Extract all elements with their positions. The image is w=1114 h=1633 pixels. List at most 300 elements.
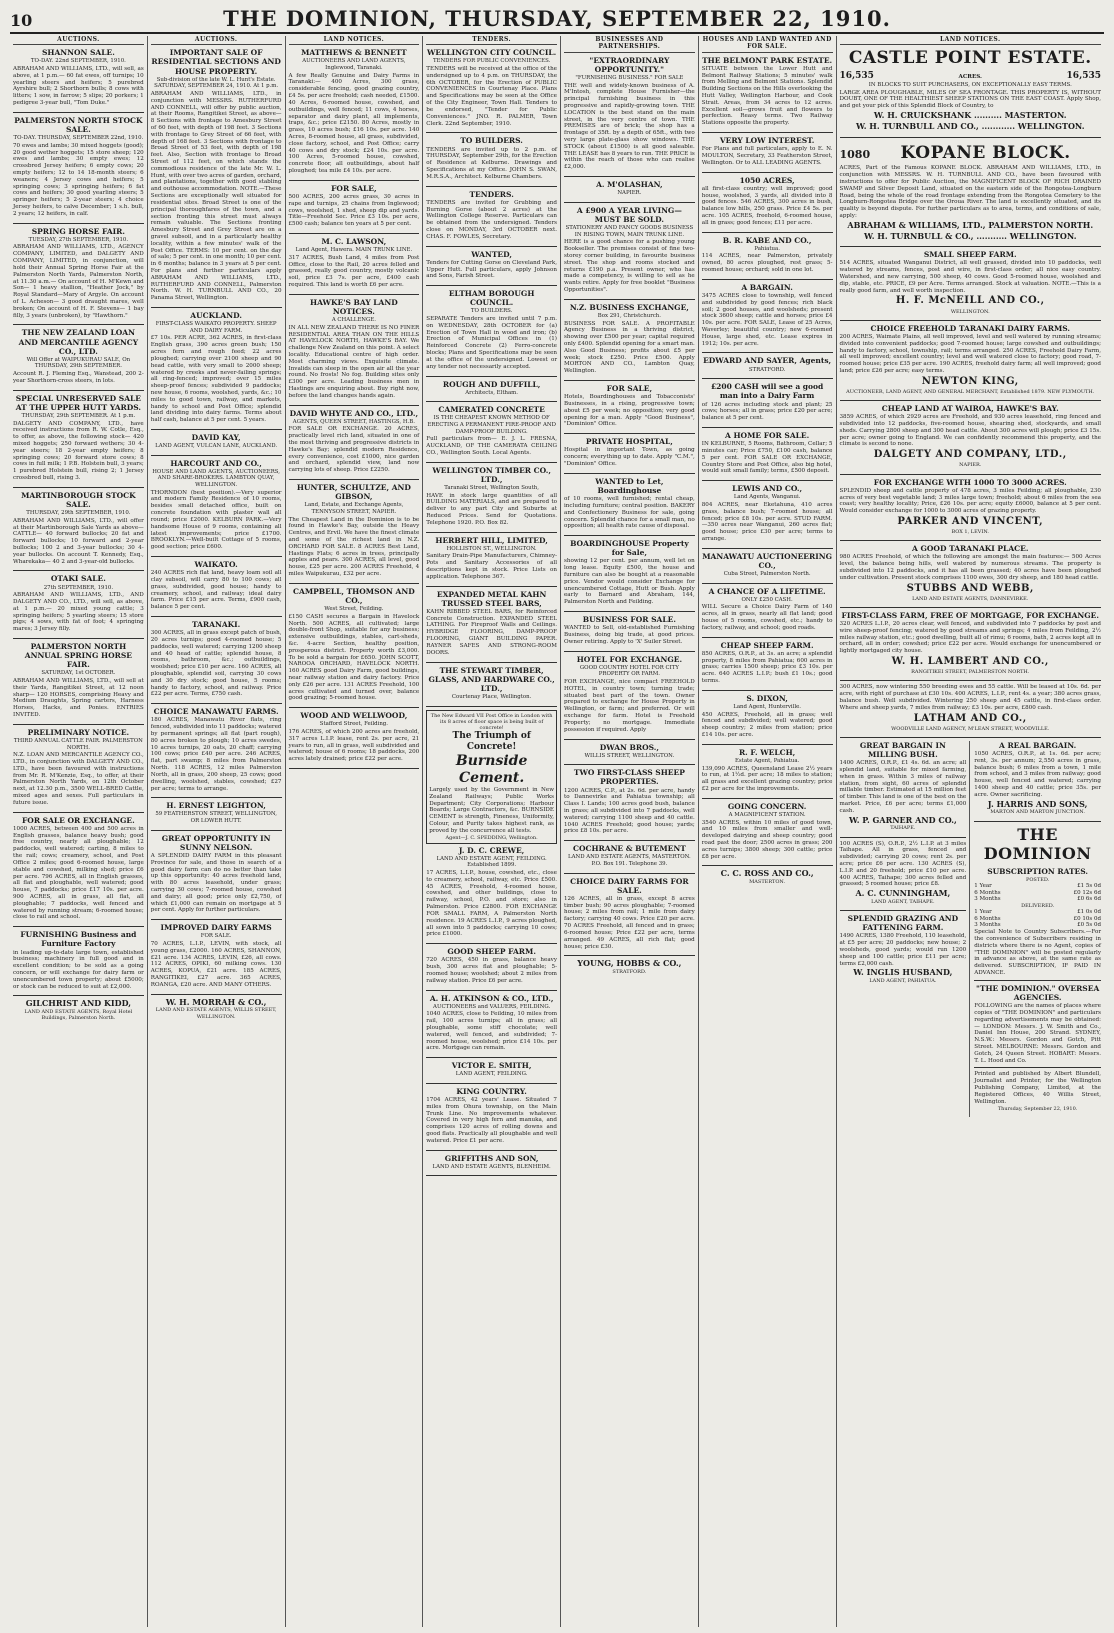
ad-block	[702, 552, 833, 578]
rate-row	[974, 909, 1101, 916]
ad-block	[702, 283, 833, 348]
divider	[702, 427, 833, 428]
ad-headline: A CHANCE OF A LIFETIME.	[708, 586, 826, 596]
ad-headline: A. H. ATKINSON & CO., LTD.,	[429, 993, 554, 1003]
ad-headline: "EXTRAORDINARY OPPORTUNITY."	[589, 55, 670, 74]
ad-subhead: 27th SEPTEMBER, 1910.	[43, 584, 114, 591]
divider	[289, 180, 420, 181]
ad-block	[13, 491, 144, 566]
ad-subhead: A MAGNIFICENT STATION.	[728, 811, 806, 818]
ad-block	[564, 844, 695, 867]
ad-body: 317 ACRES, Bush Land, 4 miles from Post Office, close to the Rail, 20 acres felled and grassed, really good country, mostly volcanic soil, price £3 7s. per acre, £400 cash required. This land is worth £6 per acre.	[288, 254, 420, 289]
ad-body: 720 ACRES, 450 in grass, balance heavy bush, 300 acres flat and ploughable; 5-roomed house; woolshed; about 2 miles from railway station. Price £6 per acre.	[426, 957, 557, 984]
divider	[426, 1175, 557, 1176]
divider	[702, 637, 833, 638]
ad-body: SITUATE between the Lower Hutt and Belmont Railway Stations; 5 minutes' walk from Melling and Belmont Stations. Splendid Building Sections on the Hills overlooking the Hutt Valley, Wellington Harbour, and Cook Strait. Areas, from 34 acres to 12 acres. Excellent soil—grows fruit and flowers to perfection. Reasy terms. Two Railway Stations opposite the property.	[701, 65, 833, 127]
ad-body: FOR SALE OR EXCHANGE. 20 ACRES, practically level rich land, situated in one of the most thriving and progressive districts in Hawke's Bay; splendid modern Residence, every convenience, cost £1000, nice garden and orchard, splendid view, land now carrying lots of sheep. Price £2250.	[288, 426, 420, 474]
ad-headline: DWAN BROS.,	[599, 742, 659, 752]
ad-headline: EDWARD AND SAYER, Agents,	[703, 356, 832, 366]
ad-headline: WAIKATO.	[194, 559, 238, 569]
divider	[702, 132, 833, 133]
column-heading: TENDERS.	[426, 36, 557, 45]
ad-headline: MATTHEWS & BENNETT	[301, 48, 407, 58]
ad-block	[426, 136, 557, 180]
firm-name: W. H. MORRAH & CO.,	[165, 996, 267, 1007]
columns	[10, 36, 1104, 1627]
column-heading: HOUSES AND LAND WANTED AND FOR SALE.	[702, 36, 833, 53]
ad-block	[151, 311, 282, 424]
ad-block	[702, 382, 833, 422]
divider	[564, 176, 695, 177]
ad-subhead: THURSDAY, 29th SEPTEMBER, 1910.	[26, 510, 131, 517]
ad-headline: LEWIS AND CO.,	[732, 484, 803, 494]
ad-body: The Cheapest Land in the Dominion is to be found in Hawke's Bay, outside the Heavy Centres, and Ervil. We have the finest climate and some of the richest land in N.Z. ORCHARD FOR SALE. 8 ACRES Best Land, Hastings Flats; 6 acres in trees, principally apples and pears. 300 ACRES, all level, good house, £25 per acre. 200 ACRES Freehold, 4 miles Waipukurau, £32 per acre.	[288, 516, 420, 578]
ad-subhead: IS THE CHEAPEST KNOWN METHOD OF ERECTING A PERMANENT FIRE-PROOF AND DAMP-PROOF BUILDING.	[427, 415, 556, 435]
ad-body: 1040 ACRES, close to Feilding, 10 miles from rail, 100 acres turnips; all in grass; all ploughable, some stiff chocolate; well watered, well fenced, and subdivided; 7-roomed house, woolshed; price £14 10s. per acre. Mortgage can remain.	[426, 1011, 557, 1052]
divider	[426, 662, 557, 663]
divider	[564, 433, 695, 434]
ad-headline: TENDERS.	[469, 189, 514, 199]
ad-body: 3540 ACRES, within 10 miles of good town, and 10 miles from smaller and well-developed dairying and sheep country; good road past the door; 2500 acres in grass; 200 acres turnips; 3800 sheep; 300 cattle; price £8 per acre.	[701, 819, 833, 860]
ad-headline: THE STEWART TIMBER, GLASS, AND HARDWARE CO., LTD.,	[428, 665, 555, 693]
divider	[151, 556, 282, 557]
rate-price: £1 5s 0d	[1077, 882, 1101, 889]
ad-body: ABRAHAM AND WILLIAMS, LTD., will sell, as above, at 1 p.m.— 60 fat ewes, off turnips; 10 yearling steers and heifers; 5 purebred Ayrshire bull; 2 Shorthorn bulls; 8 cows with litters; 1 sow, in farrow; 5 slips; 20 porkers; 1 pedigree 3-year bull, "Tom Duke."	[13, 66, 144, 107]
ad-subhead: AUCTIONEERS AND LAND AGENTS, Inglewood, Taranaki.	[302, 58, 406, 72]
divider	[289, 479, 420, 480]
ad-block	[564, 477, 695, 530]
ad-body: £7 10s. PER ACRE, 362 ACRES, in first-class English grass, 390 acres green bush; 150 acres fern and rough feed; 22 acres ploughed; carrying over 2100 sheep and 90 head cattle, with very small to 2000 sheep; watered by creeks and never-failing springs; all ring-fenced; improved; over 15 miles sheep-proof fences; subdivided 9 paddocks; new house, 6 rooms, woolshed, yards, &c.; 10 miles to good town, railway, and markets, handy to school and Post Office; splendid land dividing into dairy farms. Terms about half cash, balance at 5 per cent. 5 years.	[150, 335, 282, 424]
column-heading: LAND NOTICES.	[289, 36, 420, 45]
ad-subhead: WILLIS STREET, WELLINGTON.	[584, 752, 675, 759]
ad-headline: OTAKI SALE.	[50, 574, 106, 584]
ad-body: 240 ACRES rich flat land, heavy loam soil all clay subsoil, will carry 80 to 100 cows; all grass, subdivided, good house; handy to creamery, school, and railway; ideal dairy farm. Price £15 per acre. Terms, £900 cash, balance 5 per cent.	[150, 570, 282, 611]
ad-headline: CHOICE MANAWATU FARMS.	[153, 707, 279, 717]
ad-subhead: LAND AGENT, VULCAN LANE, AUCKLAND.	[155, 443, 278, 450]
rate-term: 1 Year	[974, 882, 992, 889]
divider	[289, 768, 420, 769]
column-heading: BUSINESSES AND PARTNERSHIPS.	[564, 36, 695, 53]
ad-body: ABRAHAM AND WILLIAMS, LTD., AGENCY COMPANY, LIMITED, and DALGETY AND COMPANY, LIMITED, in conjunction, will hold their Annual Spring Horse Fair at the Palmerston North Yards, Palmerston North, at 11.30 a.m.— On account of H. M'Kewn and Son— 1 heavy stallion, "Heather Jock," by Royal Standard—Mary of Argyle. On account of L. Acheson— 3 good draught mares, well broken; On account of H. F. Stevens— 1 bay filly, 3 years (unbroken), by "Hawthorn."	[13, 244, 144, 319]
ad-subhead: TUESDAY, 27th SEPTEMBER, 1910.	[28, 236, 129, 243]
ad-headline: KING COUNTRY.	[456, 1086, 527, 1096]
ad-headline: AUCKLAND.	[190, 311, 242, 321]
ad-body: in leading up-to-date large town, established business; machinery in full good and in excellent condition; to be sold as a going concern, or will exchange for dairy farm or unencumbered town property; about £5000; or stock can be reduced to suit at £2,000.	[13, 949, 144, 990]
ad-block	[426, 947, 557, 984]
ad-body: 1704 ACRES, 42 years' Lease. Situated 7 miles from Ohura township, on the Main Trunk Line. No improvements whatever. Covered in very high fern and manuka, and comprises 120 acres of rolling downs and good flats. Practically all ploughable and well watered. Price £1 per acre.	[426, 1097, 557, 1144]
divider	[426, 132, 557, 133]
ad-body: For Plans and full particulars, apply to E. N. MOULTON, Secretary, 33 Featherston Street, Wellington. Or to ALL LEADING AGENTS.	[701, 146, 833, 166]
ad-block	[564, 180, 695, 197]
ad-headline: SPRING HORSE FAIR.	[31, 226, 126, 236]
ad-block	[289, 587, 420, 702]
ad-subhead: Will Offer at WAIPUKURAU SALE, On THURSDAY, 29th SEPTEMBER.	[26, 356, 131, 370]
ad-subhead: STRATFORD.	[748, 366, 786, 373]
divider	[426, 186, 557, 187]
ad-block	[151, 433, 282, 450]
ad-headline: A HOME FOR SALE.	[725, 430, 810, 440]
ad-block	[564, 303, 695, 375]
ad-block	[426, 666, 557, 701]
ad-headline: SHANNON SALE.	[41, 48, 115, 58]
column-heading: LAND NOTICES.	[840, 36, 1102, 45]
ad-headline: PRIVATE HOSPITAL,	[585, 437, 673, 447]
ad-block	[13, 816, 144, 922]
divider	[702, 232, 833, 233]
ad-subhead: Pahiatua.	[754, 245, 780, 252]
ad-block	[426, 405, 557, 456]
ad-headline: THE BELMONT PARK ESTATE.	[702, 55, 833, 65]
ad-headline: CAMERATED CONCRETE	[438, 405, 545, 415]
ad-block	[151, 459, 282, 551]
rate-term: 3 Months	[974, 922, 1001, 929]
kopane-block-ad: 1080 KOPANE BLOCK. ACRES, Part of the Famous KOPANE BLOCK. ABRAHAM AND WILLIAMS, LTD., in conjunction with MESSRS. W. H. TURNBULL AND CO., have been favoured with instructions to offer for Public Auction, the MAGNIFICENT BLOCK OF RICH DRAINED SWAMP and Silver Deposit Land, situated on the eastern side of the Rongotea-Longburn Road, being the whole of the road frontage extending from the Rongotea Cemetery to the Longburn-Rongotea Bridge over the Oroua River. The land is excellently situated, and its quality is beyond dispute. For further particulars as to area, terms, and conditions of sale, apply: ABRAHAM & WILLIAMS, LTD., PALMERSTON NORTH. W. H. TURNBULL & CO., ........... WELLINGTON.	[839, 142, 1101, 241]
column-1	[10, 36, 148, 1627]
burnside-body: Largely used by the Government in New Zealand Railways; Public Works Department; City Corporations; Harbour Boards; Large Contractors, &c. BURNSIDE CEMENT is strength, Fineness, Uniformity, Colour, and Purity takes highest rank, as proved by the concurrence all tests.	[429, 786, 554, 834]
column-2	[148, 36, 286, 1627]
ad-body: showing 12 per cent. per annum, well let on long lease. Equity £500, the house and furniture can also be bought at a reasonable price. Vendor would consider Exchange for unencumbered Cottage, Hutt or Bush. Apply early to Barnard and Abraham, 144, Palmerston North and Feilding.	[564, 558, 695, 606]
ad-body: HERE is a good chance for a pushing young Bookseller. The premises consist of fine two-storey corner building, in favourite business street. The shop and rooms stocked and returns £190 p.a. Present owner, who has made a competency, is willing to sell as he wants retire. Apply for free booklet "Business Opportunities".	[564, 239, 695, 293]
ad-body: A few Really Genuine and Dairy Farms in Taranaki:— 400 Acres, 300 grass, considerable fencing, good grazing country, £4 5s. per acre freehold; cash needed, £1500. 40 Acres, 6-roomed house, cowshed, and outbuildings, well fenced; 11 cows, 4 horses, separator and dairy plant, all implements, traps, &c.; price £2150. 80 Acres, mostly in grass, 10 acres bush; £16 10s. per acre. 140 Acres, 8-roomed house, all grass, subdivided, close factory, school, and Post Office; carry 40 cows and dry stock; £24 10s. per acre. 100 Acres, 5-roomed house, cowshed, concrete floor, all outbuildings, about half ploughed; tea mile £4 10s. per acre.	[288, 72, 420, 175]
burnside-triumph: The Triumph of Concrete!	[452, 730, 531, 752]
rate-price: £1 0s 0d	[1077, 909, 1101, 916]
ad-block	[564, 877, 695, 951]
ad-body: 126 ACRES, all in grass, except 8 acres timber bush; 90 acres ploughable; 7-roomed house; 2 miles from rail; 1 mile from dairy factory; carrying 40 cows. Price £20 per acre. 70 ACRES Freehold, all fenced and in grass; 6-roomed house; Price £22 per acre, terms arranged. 49 ACRES, all rich flat; good house; price £30.	[564, 895, 695, 950]
ad-body: 3475 ACRES close to township, well fenced and subdivided by good fences; rich black soil; 2 good houses, and woolsheds; present stock 3600 sheep; cattle and horses; price £4 10s. per acre. FOR SALE, Lease of 25 Acres, Waverley; beautiful country; new 6-roomed House, large shed, etc. Lease expires in 1912; 10s. per acre.	[701, 292, 833, 347]
ad-headline: R. F. WELCH,	[738, 747, 796, 757]
ad-subhead: West Street, Feilding.	[324, 606, 384, 613]
burnside-crown: The New Edward VII Post Office in London with its 8 acres of floor space is being built of concrete!	[430, 712, 553, 731]
divider	[13, 926, 144, 927]
divider	[426, 462, 557, 463]
ad-block	[289, 48, 420, 175]
ad-headline: IMPORTANT SALE OF RESIDENTIAL SECTIONS AND HOUSE PROPERTY.	[151, 48, 281, 76]
ad-subhead: TO-DAY. 22nd SEPTEMBER, 1910.	[30, 58, 126, 65]
rate-price: £0 6s 6d	[1077, 896, 1101, 903]
ad-body: IN ALL NEW ZEALAND THERE IS NO FINER RESIDENTIAL AREA THAN ON THE HILLS AT HAVELOCK NORTH, HAWKE'S BAY. We challenge New Zealand on this point. A select locality. Educational centre of high order. Most charming views. Exquisite climate. Invalids can sleep in the open air all the year round. No frosts! No fog. Building sites only £300 per acre. Leading business men in Hastings are enquiring about. Buy right now, before the land changes hands again.	[288, 324, 420, 399]
ad-headline: CHEAP SHEEP FARM.	[720, 640, 814, 650]
ad-subhead: Land Agent, Hawera. MAIN TRUNK LINE.	[295, 247, 413, 254]
ad-subhead: Land Agent, Hunterville.	[733, 703, 801, 710]
divider	[564, 380, 695, 381]
divider	[426, 586, 557, 587]
castle-point-ad: CASTLE POINT ESTATE. 16,535 ACRES. 16,535 IN BLOCKS TO SUIT PURCHASERS, ON EXCEPTIONALLY EASY TERMS. LARGE AREA PLOUGHABLE, MILES OF SEA FRONTAGE. THIS PROPERTY IS, WITHOUT DOUBT, ONE OF THE HEALTHIEST SHEEP STATIONS ON THE EAST COAST. Apply Shop, and get your pick of this Splendid Block of Country, to W. H. CRUICKSHANK .......... MASTERTON. W. H. TURNBULL AND CO., ............ WELLINGTON.	[839, 48, 1101, 131]
ad-subhead: LAND AND ESTATE AGENT, FEILDING. Established 1899.	[436, 855, 547, 869]
ad-body: THORNDON (best position).—Very superior and modern Family Residence of 10 rooms, besides small detached office, built on concrete foundation with plaster wall all round; price £2000. KELBURN PARK.—Very handsome House of 9 rooms, containing all latest improvements; price £1700. BROOKLYN.—Well-built Cottage of 5 rooms, good section; price £600.	[150, 489, 282, 551]
ad-subhead: Land, Estate, and Exchange Agents, TENNYSON STREET, NAPIER.	[304, 502, 404, 515]
ad-headline: HARCOURT AND CO.,	[170, 458, 262, 468]
ad-headline: M. C. LAWSON,	[321, 237, 387, 247]
ad-block	[151, 48, 282, 302]
ad-subhead: LAND AGENT, FEILDING.	[455, 1071, 528, 1078]
ad-body: Sanitary Drain-Pipe Manufacturers, Chimney-Pots and Sanitary Accessories of all descriptions kept in stock. Price Lists on application. Telephone 367.	[426, 553, 557, 580]
ad-body: 139,090 ACRES, Queensland Lease 2½ years to run, at 1½d. per acre; 18 miles to station; all grass and excellent grazing country; price £2 per acre for the improvements.	[701, 765, 833, 792]
ad-block	[702, 236, 833, 274]
ad-headline: FURNISHING Business and Furniture Factory	[20, 930, 137, 949]
ad-body: Hotels, Boardinghouses and Tobacconists' Businesses, in a rising, progressive town; about £5 per week; no opposition; very good opening for a man. Apply "Good Business", "Dominion" Office.	[564, 394, 695, 428]
ad-body: 180 ACRES, Manawatu River flats, ring fenced, subdivided into 11 paddocks; watered by permanent springs; all flat (part rough), 80 acres broken to plough; 10 acres swedes, 10 acres turnips, 20 oats, 20 chaff; carrying 100 cows; price £40 per acre. 246 ACRES, flat, part swamp; 8 miles from Palmerston North. 118 ACRES, 12 miles Palmerston North, all in grass, 200 sheep, 25 cows; good dwelling, woolshed, stables, cowshed; £27 per acre; terms to arrange.	[150, 717, 282, 792]
page-title: THE DOMINION, THURSDAY, SEPTEMBER 22, 1910.	[223, 6, 891, 31]
ad-block	[702, 748, 833, 793]
divider	[151, 455, 282, 456]
ad-block	[289, 298, 420, 400]
ad-body: 500 ACRES, 200 acres grass, 30 acres in rape and turnips, 25 chains from Inglewood; cows, woolshed, 1 shed, sheep dip and yards. Title—Freehold Sec. Price £3 10s. per acre, £500 cash; balance ten years at 5 per cent.	[288, 193, 420, 228]
ad-subhead: Architects, Eltham.	[465, 389, 518, 396]
ad-block	[151, 923, 282, 988]
ad-subhead: THIRD ANNUAL CATTLE FAIR. PALMERSTON NORTH.	[13, 738, 143, 751]
ad-body: THE well and widely-known business of A. M'Intosh, complete House Furnisher—the principal furnishing business in this progressive and rapidly-growing town. THE LOCATION is the best stand on the main street, in the very centre of town. THE PREMISES are of brick; the shop has a frontage of 35ft. by a depth of 65ft., with two very large plate-glass show windows. THE STOCK (about £1500) is all good saleable. THE LEASE has 8 years to run. THE PRICE is within the reach of those who can realise £2,000.	[564, 82, 695, 171]
ad-body: HAVE in stock large quantities of all BUILDING MATERIALS, and are prepared to deliver to any part City and Suburbs at Reduced Prices. Send for Quotations. Telephone 1920. P.O. Box 82.	[426, 492, 557, 526]
ad-block	[13, 574, 144, 633]
ad-block	[13, 930, 144, 990]
divider	[702, 352, 833, 353]
column-heading: AUCTIONS.	[151, 36, 282, 45]
masthead	[10, 6, 1104, 34]
ad-block	[564, 539, 695, 606]
ad-headline: EXPANDED METAL KAHN TRUSSED STEEL BARS,	[436, 589, 547, 608]
divider	[426, 532, 557, 533]
ad-subhead: 59 FEATHERSTON STREET, WELLINGTON, OR LOWER HUTT.	[155, 811, 277, 825]
ad-headline: FOR SALE,	[606, 384, 653, 393]
divider	[564, 299, 695, 300]
divider	[289, 405, 420, 406]
divider	[564, 873, 695, 874]
ad-subhead: TENDERS FOR PUBLIC CONVENIENCES.	[432, 58, 551, 65]
firm-address: LAND AND ESTATE AGENTS, Royal Hotel Buildings, Palmerston North.	[24, 1009, 133, 1022]
rate-term: 6 Months	[974, 915, 1001, 922]
ad-subhead: Sub-division of the late W. L. Hunt's Estate. SATURDAY, SEPTEMBER 24, 1910. At 1 p.m.	[154, 76, 279, 90]
ad-headline: GOING CONCERN.	[727, 801, 807, 811]
firm-name: YOUNG, HOBBS & CO.,	[577, 958, 682, 969]
ad-headline: MARTINBOROUGH STOCK SALE.	[21, 490, 136, 509]
rate-row	[974, 922, 1101, 929]
rate-term: 3 Months	[974, 896, 1001, 903]
ad-headline: COCHRANE & BUTEMENT	[572, 844, 686, 854]
ad-headline: TO BUILDERS.	[460, 136, 523, 146]
ad-headline: PALMERSTON NORTH ANNUAL SPRING HORSE FAIR.	[24, 642, 132, 670]
ad-subhead: Taranaki Street, Wellington South,	[444, 484, 539, 491]
rate-price: £0 10s 0d	[1073, 915, 1101, 922]
ad-subhead: HOUSE AND LAND AGENTS, AUCTIONEERS, AND SHARE-BROKERS. LAMBTON QUAY, WELLINGTON.	[152, 468, 281, 489]
ad-block	[564, 437, 695, 468]
ad-block	[289, 184, 420, 228]
column-5	[561, 36, 699, 1627]
ad-headline: TARANAKI.	[191, 619, 241, 629]
ad-block	[702, 484, 833, 543]
ad-headline: SPECIAL UNRESERVED SALE AT THE UPPER HUTT YARDS.	[15, 393, 142, 412]
ad-block	[702, 431, 833, 475]
ad-body: 17 ACRES, L.I.P., house, cowshed, etc., close to creamery, school, railway, etc. Price £500. 45 ACRES, Freehold, 4-roomed house, cowshed, and other buildings, close to railway, school, P.O. and store; also in Palmerston. Price £2800. FOR EXCHANGE FOR SMALL FARM, A Palmerston North residence. 19 ACRES L.I.P., 9 acres ploughed, all sown into 5 paddocks; carrying 10 cows; price £1000.	[426, 870, 557, 938]
bottom-split	[840, 741, 1102, 1117]
ad-headline: GOOD SHEEP FARM.	[447, 947, 536, 957]
divider	[151, 616, 282, 617]
page-number: 10	[10, 11, 33, 30]
ad-headline: WELLINGTON TIMBER CO., LTD.,	[432, 465, 551, 484]
divider	[151, 919, 282, 920]
ad-block	[289, 483, 420, 578]
divider	[564, 840, 695, 841]
divider	[289, 707, 420, 708]
divider	[151, 830, 282, 831]
divider	[426, 1150, 557, 1151]
firm-address: STRATFORD.	[612, 969, 647, 976]
divider	[702, 583, 833, 584]
divider	[426, 1057, 557, 1058]
firm-address: MASTERTON.	[749, 879, 786, 886]
divider	[426, 1083, 557, 1084]
divider	[13, 112, 144, 113]
ad-subhead: AUCTIONEERS and VALUERS, FEILDING.	[433, 1003, 551, 1010]
ad-block	[702, 641, 833, 685]
divider	[426, 990, 557, 991]
ad-body: A SPLENDID DAIRY FARM in this pleasant Province for sale, and those in search of a good dairy farm can do no better than take up this opportunity: 40 acres freehold land, with 80 acres leasehold, under grass; carrying 30 cows; 7-roomed house, cowshed and dairy; all good; price only £2,750, of which £1,000 can remain on mortgage at 5 per cent. Apply for further particulars.	[150, 852, 282, 914]
divider	[426, 376, 557, 377]
ad-subhead: FIRST-CLASS WAIKATO PROPERTY. SHEEP AND DAIRY FARM.	[155, 321, 277, 334]
ad-headline: CAMPBELL, THOMSON AND CO.,	[293, 586, 415, 605]
ad-headline: IMPROVED DAIRY FARMS	[160, 923, 272, 933]
divider	[13, 324, 144, 325]
ad-subhead: HOLLISTON ST., WELLINGTON.	[446, 545, 537, 552]
ad-headline: WANTED,	[471, 249, 512, 259]
ad-block	[151, 620, 282, 698]
ad-block	[13, 48, 144, 107]
divider	[151, 307, 282, 308]
divider	[702, 690, 833, 691]
ad-body: 70 ewes and lambs; 30 mixed hoggets (good); 20 good wether hoggets; 15 store sheep; 120 ewes and lambs; 30 empty ewes; 12 crossbred Jersey heifers; 6 empty cows; 20 empty heifers; 12 to 14 18-month steers; 6 weaners; 4 Jersey cows and heifers; 5 springing cows; 3 springing heifers; 6 fat cows and heifers; 30 good yearling steers; 5 springer heifers; 5 2-year steers; 4 choice Jersey heifers, to calve December; 1 s.h. bull, 2 years; 12 heifers, in calf.	[13, 142, 144, 217]
ad-block	[702, 176, 833, 227]
exchange-ad: FOR EXCHANGE WITH 1000 TO 3000 ACRES. SPLENDID sheep and cattle property of 478 acres, 3 miles Feilding; all ploughable, 230 acres of very best vegetable land; 3 miles large town; freehold; about 6 miles from the sea coast; very healthy locality; Price, £26 10s. per acre; equity £6000, balance at 5 per cent. Would consider exchange for 1000 to 3000 acres of grazing property. PARKER AND VINCENT, BOX 1, LEVIN.	[839, 477, 1101, 536]
divider	[702, 279, 833, 280]
ad-subhead: Estate Agent, Pahiatua.	[734, 757, 800, 764]
ad-body: of 10 rooms, well furnished; rental cheap, including furniture; central position. BAKERY and Confectionery Business for sale, going concern. Splendid chance for a small man, no opposition; all health rate cause of disposal.	[564, 496, 695, 530]
divider	[151, 994, 282, 995]
ad-subhead: Stafford Street, Feilding.	[319, 721, 388, 728]
ad-block	[702, 136, 833, 167]
column-4	[423, 36, 561, 1627]
divider	[426, 285, 557, 286]
column-6	[699, 36, 837, 1627]
ad-block	[426, 466, 557, 527]
divider	[426, 246, 557, 247]
ad-headline: S. DIXON,	[746, 693, 788, 703]
ad-body: 300 ACRES, all in grass except patch of bush, 20 acres turnips; good 4-roomed house; 5 paddocks, well watered; carrying 1200 sheep and 40 head of cattle; splendid house, 8 rooms, bathroom, &c.; outbuildings, woolshed; price £10 per acre. 160 ACRES, all ploughable, splendid soil, carrying 30 cows and 30 dry stock; good house, 5 rooms; handy to factory, school, and railway. Price £22 per acre. Terms, £750 cash.	[150, 630, 282, 698]
rate-term: 6 Months	[974, 889, 1001, 896]
imprint-date: Thursday, September 22, 1910.	[997, 1105, 1078, 1112]
bottom-left	[840, 741, 971, 1117]
taranaki-place-ad: A GOOD TARANAKI PLACE. 980 ACRES Freehold, of which the following are amongst the main features:— 500 Acres level, the balance being hills, well watered by numerous streams. The property is subdivided into 12 paddocks, and it has all been grassed; 40 acres have been ploughed under cultivation. Present stock comprises 1100 ewes, 300 dry sheep, and 180 head cattle. STUBBS AND WEBB, LAND AND ESTATE AGENTS, DANNEVIRKE.	[839, 544, 1101, 602]
ad-headline: BUSINESS FOR SALE.	[582, 615, 676, 625]
column-3	[286, 36, 424, 1627]
divider	[289, 583, 420, 584]
ad-body: WILL Secure a Choice Dairy Farm of 140 acres, all in grass, nearly all flat land; good house of 5 rooms, cowshed, etc.; handy to factory, railway, and school; good roads.	[701, 604, 833, 631]
rate-row	[974, 883, 1101, 890]
rate-row	[974, 916, 1101, 923]
ad-body: 1000 ACRES, between 400 and 500 acres in English grasses, balance heavy bush; good free country, nearly all ploughable; 12 paddocks, well watered; carting, 8 miles to the rail; cows; creamery, school, and Post Office 2 miles; good 6-roomed house, large stable and cowshed, milking shed; price £6 per acre. 796 ACRES, all in English grasses, all flat and ploughable, well watered; good house, 7 paddocks; price £17 10s. per acre. 900 ACRES, all in grass, all flat, all ploughable; 7 paddocks, well fenced and watered by running stream; 6-roomed house; close to rail and school.	[13, 825, 144, 921]
ad-body: FOR EXCHANGE, nice compact FREEHOLD HOTEL, in country town; turning trade; situated best part of the town. Owner prepared to exchange for House Property in Wellington, or farm; and preferred. Or will exchange for farm. Hotel is Freehold Property; no mortgage. Immediate possession if required. Apply	[564, 679, 695, 733]
divider	[702, 378, 833, 379]
column-heading: AUCTIONS.	[13, 36, 144, 45]
burnside-title: Burnside Cement.	[455, 752, 528, 786]
ad-block	[426, 1087, 557, 1145]
ad-subhead: "FURNISHING BUSINESS." FOR SALE	[575, 74, 684, 81]
pahiatua-ad: SPLENDID GRAZING AND FATTENING FARM. 1490 ACRES, 1380 Freehold, 110 leasehold, at £5 per acre; 20 paddocks; new house; 2 woolsheds, good yards; would run 1200 sheep and 100 cattle; price £11 per acre; terms £2,000 cash. W. INGLIS HUSBAND, LAND AGENT, PAHIATUA.	[839, 914, 967, 985]
acres-row: 16,535 ACRES. 16,535	[839, 71, 1101, 82]
ad-body: 176 ACRES, of which 200 acres are freehold, 317 acres L.I.P. lease, rent 2s. per acre, 21 years to run, all in grass, well subdivided and watered; house of 6 rooms; 18 paddocks, 200 acres lately drained; price £22 per acre.	[288, 729, 420, 763]
ad-headline: VICTOR E. SMITH,	[451, 1061, 532, 1071]
ad-block	[564, 384, 695, 428]
ad-body: SEPARATE Tenders are invited until 7 p.m. on WEDNESDAY, 28th OCTOBER for (a) Erection of Town Hall in wood and iron; (b) Erection of Municipal Offices in (1) Reinforced Concrete (2) Ferro-concrete blocks; Plans and Specifications may be seen at the office of the undersigned. Lowest or any tender not necessarily accepted.	[426, 316, 557, 370]
ad-headline: HUNTER, SCHULTZE, AND GIBSON,	[296, 483, 411, 502]
ad-headline: PALMERSTON NORTH STOCK SALE.	[14, 115, 143, 135]
divider	[564, 202, 695, 203]
burnside-agent: Agent—J. C. SPEDDING, Wellington.	[445, 834, 538, 841]
firm-name: GILCHRIST AND KIDD,	[25, 998, 132, 1009]
divider	[426, 401, 557, 402]
ad-body: 114 ACRES, near Palmerston, privately owned, 80 acres ploughed, rest grass; 5-roomed house; orchard; sold in one lot.	[701, 253, 833, 274]
latham-ad: 300 ACRES, now wintering 550 breeding ewes and 55 cattle. Will be leased at 10s. 6d. per acre, with right of purchase at £30 10s. 400 ACRES, L.I.P., rent 4s. a year; 380 acres grass, balance bush. Well subdivided. Wintering 250 sheep and 45 cattle, in first-class order. Where and sheep yards, 7 miles from railway; £3 10s. per acre, £800 cash. LATHAM AND CO., WOODVILLE LAND AGENCY, M'LEAN STREET, WOODVILLE.	[839, 684, 1101, 732]
ad-body: ABRAHAM AND WILLIAMS, LTD., will offer at their Martinborough Sale Yards as above— CATTLE— 40 forward bullocks; 20 fat and forward bullocks; 10 forward and 2-year bullocks; 100 2 and 3-year bullocks; 30 4-year bullocks. On account T. Kennedy, Esq., Wharekaka— 40 2 and 3-year-old bullocks.	[13, 517, 144, 565]
first-class-farm-ad: FIRST-CLASS FARM, FREE OF MORTGAGE, FOR EXCHANGE. 320 ACRES L.I.P., 20 acres clear, well fenced, and subdivided into 7 paddocks by post and wire sheep-proof fencing; watered by good streams and springs; 4 miles from Feilding, 2½ miles railway station, etc.; good dwelling, built all of rimu; 6 rooms, bath, 2 acres kept all in orchard, all in order; cowshed; price £22 per acre. Would exchange for unencumbered or lightly mortgaged city house. W. H. LAMBERT AND CO., RANGITIKEI STREET, PALMERSTON NORTH.	[839, 610, 1101, 676]
ad-body: Account R. J. Fleming Esq., Wanstead, 200 2-year Shorthorn-cross steers, in lots.	[13, 371, 144, 384]
ad-headline: WELLINGTON CITY COUNCIL.	[426, 48, 557, 58]
ad-body: BUSINESS FOR SALE. A PROFITABLE Agency Business in a thriving district, showing over £500 per year; capital required only £400. Splendid opening for a smart man. Also Good Business; profits about £5 per week; stock £250. Price £500. Apply MORTON AND CO., Lambton Quay, Wellington.	[564, 320, 695, 375]
ad-body: WANTED to Sell, old-established Furnishing Business, doing big trade, at good prices. Owner retiring. Apply to 'X' Suiler Street.	[564, 625, 695, 645]
ad-block	[702, 356, 833, 373]
ad-body: 450 ACRES, Freehold, all in grass; well fenced and subdivided; well watered; good sheep country; 2 miles from station; price £14 10s. per acre.	[701, 711, 833, 738]
ad-block	[13, 328, 144, 384]
ad-block	[13, 394, 144, 482]
ad-body: 804 ACRES, near Eketahuna, 410 acres grass, balance bush; 7-roomed house; all fenced; price £8 10s. per acre. STUD FARM.—350 acres near Wanganui, 260 acres flat; good house; price £30 per acre; terms to arrange.	[701, 501, 833, 542]
ad-block	[13, 227, 144, 320]
divider	[702, 480, 833, 481]
ad-headline: A BARGAIN.	[741, 282, 793, 292]
milling-bush-ad: GREAT BARGAIN IN MILLING BUSH. 1400 ACRES, O.R.P., £1 4s. 6d. an acre; all splendid land, suitable for mixed farming, when in grass. Within 3 miles of railway station, from sight, 60 acres of splendid millable timber. Estimated at 15 million feet of timber. This land is one of the best on the market. Price, £6 per acre; terms £1,000 cash. W. P. GARNER AND CO., TAIHAPE.	[839, 740, 967, 832]
ad-body: Full particulars from— E. J. L. FRESNA, AUCKLAND, OF THE CAMERATA CEILING CO., Wellington South. Local Agents.	[426, 436, 557, 456]
divider	[13, 724, 144, 725]
ad-headline: BOARDINGHOUSE Property for Sale,	[570, 539, 689, 558]
ad-headline: PRELIMINARY NOTICE.	[27, 727, 130, 737]
ad-subhead: AGENTS, QUEEN STREET, HASTINGS, H.B.	[292, 418, 415, 425]
divider	[13, 223, 144, 224]
taranaki-dairy-ad: CHOICE FREEHOLD TARANAKI DAIRY FARMS. 200 ACRES, Waimate Plains, all well improved, level and well watered by running streams; divided into convenient paddocks; good 7-roomed house; large cowshed and outbuildings; handy to factory, school, township, rail; terms arranged. 250 ACRES, Freehold Dairy Farm, all well improved; excellent country; level and well watered close to factory; good road, 7-roomed house; price £35 per acre. 190 ACRES, freehold dairy farm; all well improved; good land; price £26 per acre; easy terms. NEWTON KING, AUCTIONEER, LAND AGENT, AND GENERAL MERCHANT, Established 1879. NEW PLYMOUTH.	[839, 323, 1101, 395]
ad-body: KAHN RIBBED STEEL BARS, for Reinforced Concrete Construction. EXPANDED STEEL LATHING. For Fireproof Walls and Ceilings. HYBRIDGE FLOORING, DAMP-PROOF FLOORING, GIANT BUILDING PAPER. RAYNER SAFES AND STRONG-ROOM DOORS.	[426, 608, 557, 656]
firm-address: LAND AND ESTATE AGENTS, WILLIS STREET, WELLINGTON.	[155, 1007, 277, 1020]
divider	[702, 548, 833, 549]
ad-block	[426, 1154, 557, 1171]
ad-block	[702, 694, 833, 739]
ad-subhead: LAND AND ESTATE AGENTS, BLENHEIM.	[432, 1163, 551, 1170]
divider	[13, 390, 144, 391]
ad-body: TENDERS will be received at the office of the undersigned up to 4 p.m. on THURSDAY, the 6th OCTOBER, for the Erection of PUBLIC CONVENIENCES in Courtenay Place. Plans and Specifications may be seen at the Office of the City Engineer, Town Hall. Tenders to be endorsed, "Tender for Public Conveniences." JNO. R. PALMER, Town Clerk. 22nd September, 1910.	[426, 66, 557, 127]
ad-headline: £200 CASH will see a good man into a Dairy Farm	[710, 382, 824, 401]
ad-headline: 1050 ACRES,	[739, 175, 795, 185]
ad-block	[426, 536, 557, 581]
posted-rates	[974, 883, 1101, 903]
ad-headline: CHOICE DAIRY FARMS FOR SALE.	[570, 876, 689, 895]
ad-headline: HERBERT HILL, LIMITED,	[435, 535, 548, 545]
rate-price: £0 12s 6d	[1073, 889, 1101, 896]
ad-body: £150 CASH secures a Bargain in Havelock North. 500 ACRES, all cultivated; large double-front Shop, suitable for any business; extensive outbuildings, stables, cart-sheds, &c. 4-acre Section, healthy position, prosperous district. Property worth £3,000. To be sold a bargain for £650. JOHN SCOTT, NAROOA ORCHARD, HAVELOCK NORTH. 160 ACRES good Dairy Farm, good buildings, near railway station and dairy factory. Price only £26 per acre. 131 ACRES Freehold, 100 acres cultivated and turned over, balance good grazing; 5-roomed house.	[288, 613, 420, 702]
ad-block	[289, 409, 420, 474]
ad-block	[426, 250, 557, 281]
ad-subhead: Cuba Street, Palmerston North.	[723, 571, 811, 578]
ad-block	[13, 728, 144, 807]
ad-body: N.Z. LOAN AND MERCANTILE AGENCY CO., LTD., in conjunction with DALGETY AND CO., LTD., have been favoured with instructions from Mr. R. M'Kenzie, Esq., to offer, at their Palmerston North Yards, on 12th October next, at 12.30 p.m., 3500 WELL-BRED Cattle, mixed ages and sexes. Full particulars in future issue.	[13, 752, 144, 806]
ad-headline: H. ERNEST LEIGHTON,	[166, 801, 266, 811]
ad-block	[426, 190, 557, 241]
ad-block	[702, 56, 833, 127]
ad-body: IN KELBURNE, 5 Rooms, Bathroom, Cellar; 5 minutes car; Price £750, £100 cash, balance 5 per cent. FOR SALE OR EXCHANGE, Country Store and Post Office, also big hotel, would suit small family; terms, £500 deposit.	[701, 441, 833, 475]
